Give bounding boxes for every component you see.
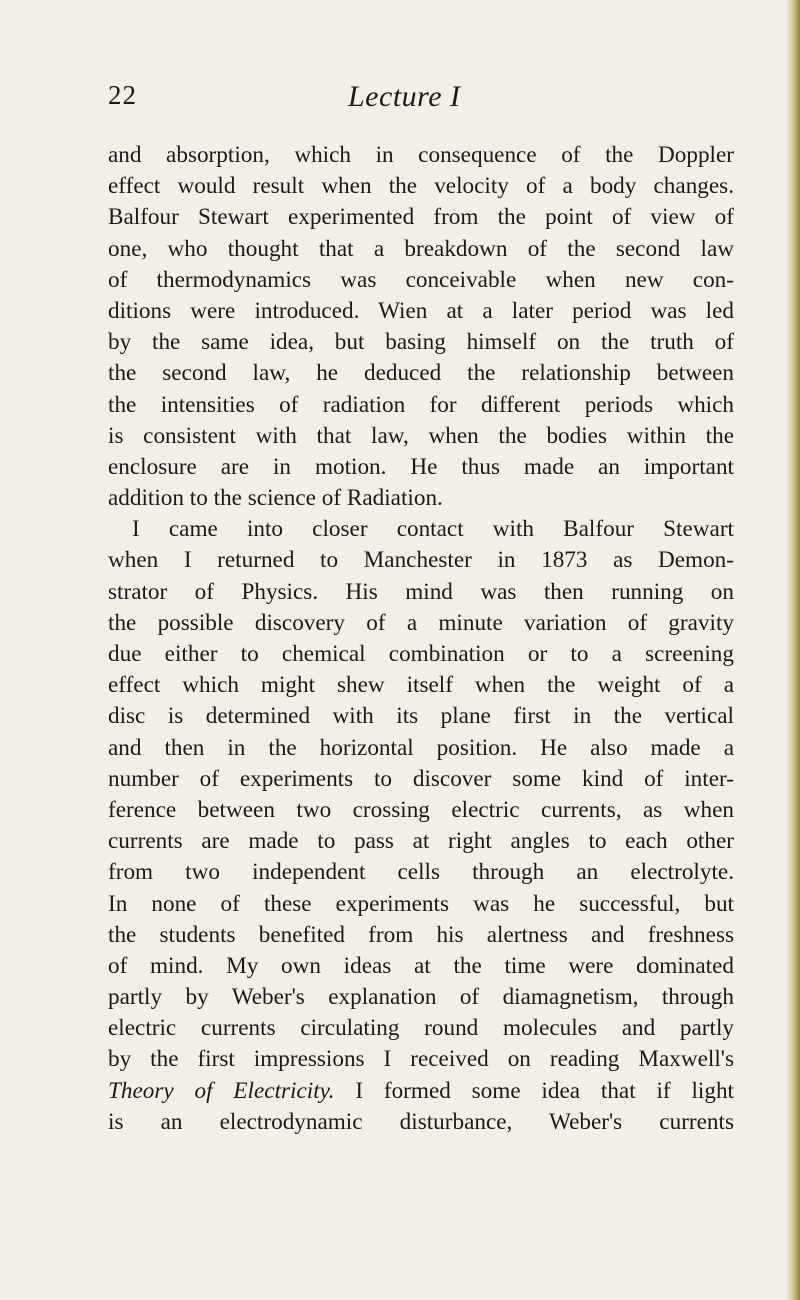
text-line: disc is determined with its plane first in the vertical xyxy=(108,703,734,730)
text-line: electric currents circulating round molecules and partly xyxy=(108,1015,734,1042)
page-header xyxy=(108,80,688,120)
text-line: by the first impressions I received on reading Maxwell's xyxy=(108,1046,734,1073)
running-head: Lecture I xyxy=(348,80,461,113)
text-line: effect would result when the velocity of a body changes. xyxy=(108,173,734,200)
book-title: Theory of Electricity. xyxy=(108,1077,335,1104)
text-fragment: I formed some idea that if light xyxy=(334,1077,734,1104)
page-number: 22 xyxy=(108,80,137,110)
body-text xyxy=(108,140,734,1138)
text-line: when I returned to Manchester in 1873 as Demon- xyxy=(108,547,734,574)
text-line: currents are made to pass at right angles to each other xyxy=(108,828,734,855)
text-line: and then in the horizontal position. He also made a xyxy=(108,734,734,761)
text-line: from two independent cells through an electrolyte. xyxy=(108,859,734,886)
text-line: is an electrodynamic disturbance, Weber's currents xyxy=(108,1108,734,1135)
text-line: In none of these experiments was he successful, but xyxy=(108,890,734,917)
text-line: due either to chemical combination or to a screening xyxy=(108,641,734,667)
paragraph-first-line: I came into closer contact with Balfour Stewart xyxy=(132,516,734,543)
text-line: is consistent with that law, when the bodies within the xyxy=(108,422,734,449)
text-line: of thermodynamics was conceivable when new con- xyxy=(108,266,734,293)
text-line: of mind. My own ideas at the time were dominated xyxy=(108,952,734,979)
text-line: one, who thought that a breakdown of the second law xyxy=(108,235,734,262)
text-line: the intensities of radiation for different periods which xyxy=(108,391,734,418)
text-line: by the same idea, but basing himself on the truth of xyxy=(108,329,734,356)
text-line: Balfour Stewart experimented from the point of view of xyxy=(108,204,734,231)
text-line: partly by Weber's explanation of diamagnetism, through xyxy=(108,984,734,1011)
text-line: addition to the science of Radiation. xyxy=(108,485,443,512)
text-line: enclosure are in motion. He thus made an important xyxy=(108,453,734,480)
text-line: number of experiments to discover some kind of inter- xyxy=(108,765,734,792)
text-line: strator of Physics. His mind was then running on xyxy=(108,578,734,605)
text-line: the second law, he deduced the relationship between xyxy=(108,360,734,387)
text-line: effect which might shew itself when the weight of a xyxy=(108,672,734,699)
page-edge xyxy=(786,0,800,1300)
text-line: the possible discovery of a minute variation of gravity xyxy=(108,609,734,636)
text-line: the students benefited from his alertness and freshness xyxy=(108,921,734,948)
text-line: ditions were introduced. Wien at a later period was led xyxy=(108,297,734,324)
text-line-with-title xyxy=(108,1076,734,1107)
text-line: ference between two crossing electric currents, as when xyxy=(108,796,734,823)
text-line: and absorption, which in consequence of the Doppler xyxy=(108,142,734,168)
